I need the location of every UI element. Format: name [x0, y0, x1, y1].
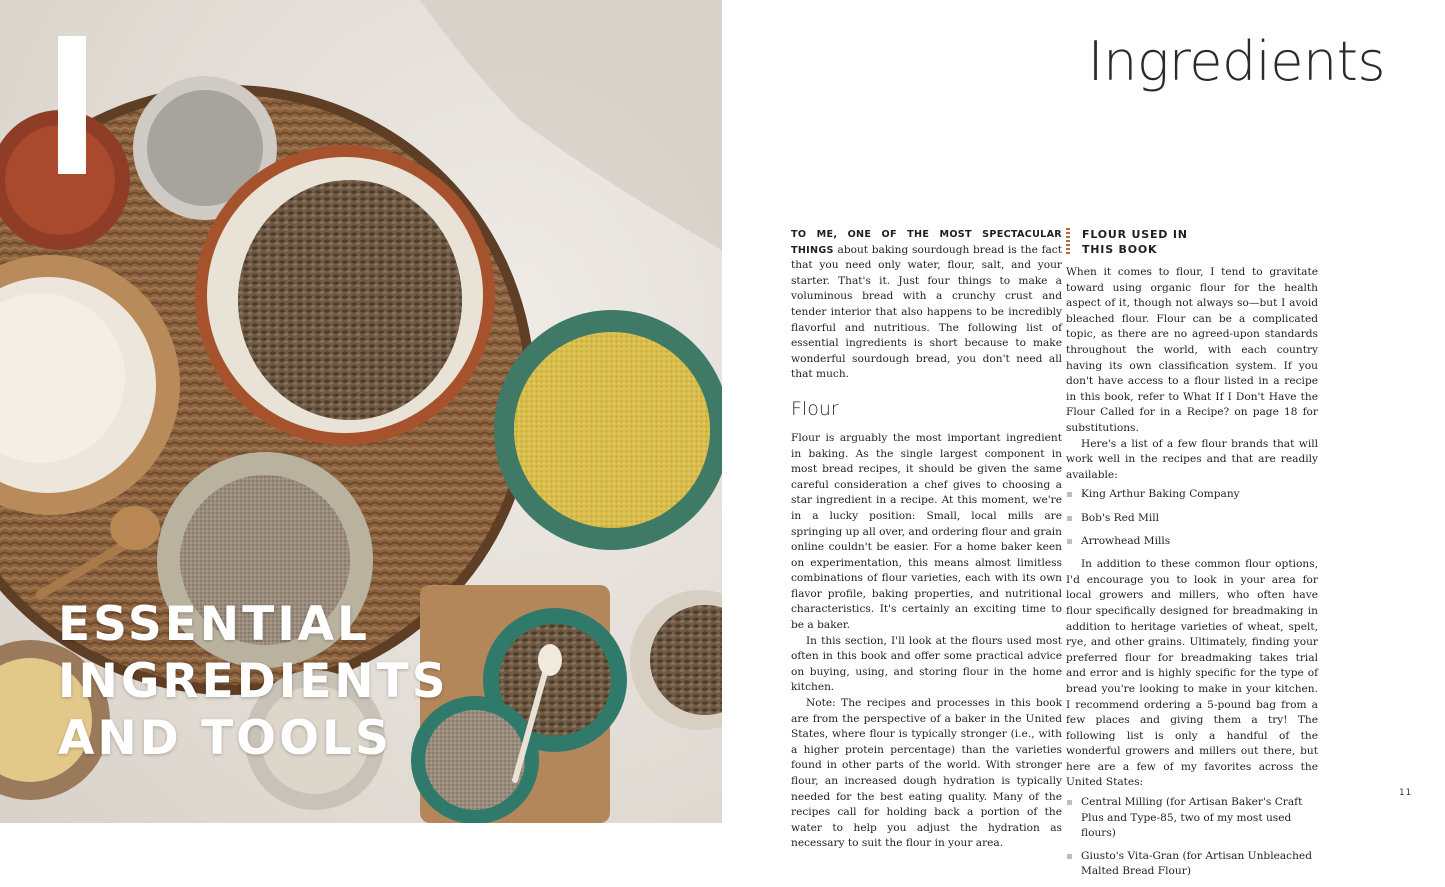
mill-list: [1066, 795, 1318, 880]
chapter-title-line: ESSENTIAL: [58, 597, 371, 652]
page-title: Ingredients: [1087, 30, 1385, 93]
chapter-numeral-mark: [58, 36, 86, 174]
sidebar-title: [1082, 227, 1318, 257]
brand-list: [1066, 487, 1318, 549]
sidebar-paragraph: Here's a list of a few flour brands that will work well in the recipes and that are readily available:: [1066, 437, 1318, 481]
flour-paragraph: In this section, I'll look at the flours used most often in this book and offer some practical advice on buying, using, and storing flour in the home kitchen.: [791, 634, 1062, 694]
list-item: Arrowhead Mills: [1066, 534, 1318, 550]
chapter-title: [58, 596, 449, 767]
list-item: Central Milling (for Artisan Baker's Craft Plus and Type-85, two of my most used flours): [1066, 795, 1318, 842]
page-number: 11: [1399, 788, 1412, 798]
section-heading-flour: Flour: [791, 397, 839, 420]
chapter-title-line: AND TOOLS: [58, 711, 392, 766]
main-column: [791, 227, 1062, 852]
list-item: Giusto's Vita-Gran (for Artisan Unbleached Malted Bread Flour): [1066, 849, 1318, 880]
flour-paragraph: Flour is arguably the most important ingredient in baking. As the single largest component in most bread recipes, it should be given the same careful consideration a chef gives to choosing a star ingredient in a recipe. At this moment, we're in a lucky position: Small, local mills are springing up all over, and ordering flour and grain online couldn't be easier. For a home baker keen on experimentation, this means almost limitless combinations of flour varieties, each with its own flavor profile, baking properties, and nutritional characteristics. It's certainly an exciting time to be a baker.: [791, 431, 1062, 632]
chapter-title-line: INGREDIENTS: [58, 654, 449, 709]
sidebar-title-line: THIS BOOK: [1082, 243, 1158, 256]
list-item: Bob's Red Mill: [1066, 511, 1318, 527]
sidebar-paragraph: In addition to these common flour options, I'd encourage you to look in your area for local growers and millers, who often have flour specifically designed for breadmaking in addition to heritage varieties of wheat, spelt, rye, and other grains. Ultimately, finding your preferred flour for breadmaking takes trial and error and is highly specific for the type of bread you're looking to make in your kitchen. I recommend ordering a 5-pound bag from a few places and giving them a try! The following list is only a handful of the wonderful growers and millers out there, but here are a few of my favorites across the United States:: [1066, 558, 1318, 789]
heading-bars-icon: [1066, 228, 1070, 255]
intro-paragraph: [791, 227, 1062, 383]
intro-body: about baking sourdough bread is the fact that you need only water, flour, salt, and your starter. That's it. Just four things to make a voluminous bread with a crunchy crust and tender interior that also happens to be incredibly flavorful and nutritious. The following list of essential ingredients is short because to make wonderful sourdough bread, you don't need all that much.: [791, 243, 1062, 381]
flour-paragraph: Note: The recipes and processes in this book are from the perspective of a baker in the United States, where flour is typically stronger (i.e., with a higher protein percentage) than the varieties found in other parts of the world. With stronger flour, an increased dough hydration is typically needed for the best eating quality. Many of the recipes call for holding back a portion of the water to help you adjust the hydration as necessary to suit the flour in your area.: [791, 697, 1062, 850]
intro-lead: TO ME, ONE OF THE MOST SPECTACULAR THINGS: [791, 229, 1062, 256]
sidebar-title-line: FLOUR USED IN: [1082, 228, 1188, 241]
sidebar-column: [1066, 227, 1318, 887]
sidebar-heading: [1066, 227, 1318, 259]
text-page: [722, 0, 1445, 878]
list-item: King Arthur Baking Company: [1066, 487, 1318, 503]
chapter-photo: [0, 0, 722, 823]
sidebar-paragraph: When it comes to flour, I tend to gravitate toward using organic flour for the health aspect of it, though not always so—but I avoid bleached flour. Flour can be a complicated topic, as there are no agreed-upon standards throughout the world, with each country having its own classification system. If you don't have access to a flour listed in a recipe in this book, refer to What If I Don't Have the Flour Called for in a Recipe? on page 18 for substitutions.: [1066, 266, 1318, 434]
